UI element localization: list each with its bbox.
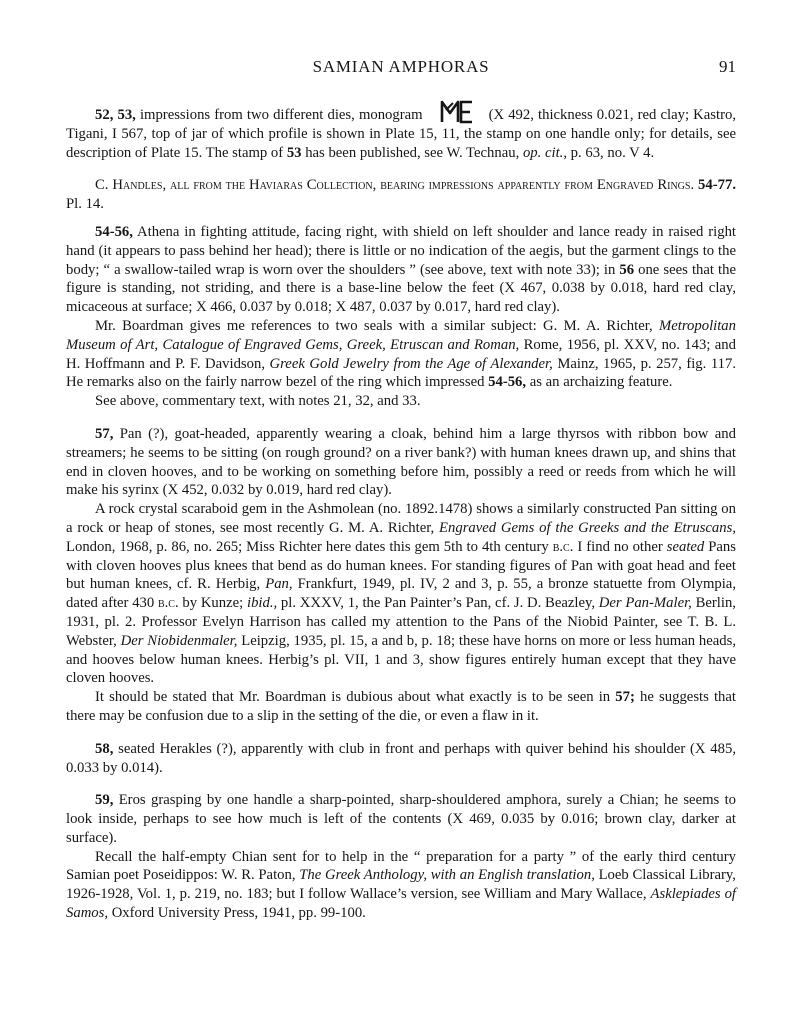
entry-number: 57; [615, 689, 635, 706]
entry-number: 57, [95, 425, 114, 442]
paragraph-52-53: 52, 53, impressions from two different dies, monogram (X 492, thickness 0.021, red clay; Kastro, Tigani, I 567, top of jar of which profile is shown in Plate 15, 11, the stamp on one handle only; for details, see description of Plate 15. The stamp of 53 has been published, see W. Technau, op. cit., p. 63, no. V 4. [66, 100, 736, 162]
entry-number: 54-77. [698, 177, 736, 194]
entry-number: 59, [95, 792, 114, 809]
page-number: 91 [719, 57, 736, 76]
paragraph-59-references: Recall the half-empty Chian sent for to help in the “ preparation for a party ” of the early third century Samian poet Poseidippos: W. R. Paton, The Greek Anthology, with an English translation, Loeb Classical Library, 1926-1928, Vol. 1, p. 219, no. 183; but I follow Wallace’s version, see William and Mary Wallace, Asklepiades of Samos, Oxford University Press, 1941, pp. 99-100. [66, 848, 737, 922]
entry-number: 54-56, [488, 374, 527, 391]
paragraph-54-56: 54-56, Athena in fighting attitude, facing right, with shield on left shoulder and lance ready in raised right hand (it appears to pass behind her head); there is little or no indication of the aegis, but the garment clings to the body; “ a swallow-tailed wrap is worn over the shoulders ” (see above, text with note 33); in 56 one sees that the figure is standing, not striding, and there is a base-line below the feet (X 467, 0.038 by 0.018, hard red clay, micaceous at surface; X 466, 0.037 by 0.018; X 487, 0.037 by 0.017, hard red clay). [66, 223, 736, 316]
paragraph-54-56-see-above: See above, commentary text, with notes 21, 32, and 33. [95, 393, 421, 410]
section-heading-c: C. Handles, all from the Haviaras Collection, bearing impressions apparently from Engraved Rings. 54-77. Pl. 14. [66, 177, 736, 213]
paragraph-57-references: A rock crystal scaraboid gem in the Ashmolean (no. 1892.1478) shows a similarly constructed Pan sitting on a rock or heap of stones, see most recently G. M. A. Richter, Engraved Gems of the Greeks and the Etruscans, London, 1968, p. 86, no. 265; Miss Richter here dates this gem 5th to 4th century b.c. I find no other seated Pans with cloven hooves plus knees that bend as do human knees. For standing figures of Pan with goat head and feet but human knees, cf. R. Herbig, Pan, Frankfurt, 1949, pl. IV, 2 and 3, p. 55, a bronze statuette from Olympia, dated after 430 b.c. by Kunze; ibid., pl. XXXV, 1, the Pan Painter’s Pan, cf. J. D. Beazley, Der Pan-Maler, Berlin, 1931, pl. 2. Professor Evelyn Harrison has called my attention to the Pans of the Niobid Painter, see T. B. L. Webster, Der Niobidenmaler, Leipzig, 1935, pl. 15, a and b, p. 18; these have horns on more or less human heads, and hooves below human knees. Herbig’s pl. VII, 1 and 3, show figures entirely human except that they have cloven hooves. [66, 501, 737, 687]
entry-number: 56 [619, 261, 635, 278]
entry-number: 58, [95, 740, 114, 757]
page-header [66, 57, 736, 81]
paragraph-58: 58, seated Herakles (?), apparently with club in front and perhaps with quiver behind his shoulder (X 485, 0.033 by 0.014). [66, 740, 736, 776]
page-body [66, 100, 736, 923]
entry-number: 52, 53, [95, 107, 136, 123]
entry-number: 53 [286, 144, 302, 161]
running-title: SAMIAN AMPHORAS [312, 57, 490, 76]
paragraph-59: 59, Eros grasping by one handle a sharp-pointed, sharp-shouldered amphora, surely a Chian; he seems to look inside, perhaps to see how much is left of the contents (X 469, 0.035 by 0.016; brown clay, darker at surface). [66, 792, 736, 846]
paragraph-54-56-references: Mr. Boardman gives me references to two seals with a similar subject: G. M. A. Richter, Metropolitan Museum of Art, Catalogue of Engraved Gems, Greek, Etruscan and Roman, Rome, 1956, pl. XXV, no. 143; and H. Hoffmann and P. F. Davidson, Greek Gold Jewelry from the Age of Alexander, Mainz, 1965, p. 257, fig. 117. He remarks also on the fairly narrow bezel of the ring which impressed 54-56, as an archaizing feature. [66, 317, 736, 391]
monogram-stamp-icon [439, 100, 475, 124]
paragraph-57-note: It should be stated that Mr. Boardman is dubious about what exactly is to be seen in 57; he suggests that there may be confusion due to a slip in the setting of the die, or even a flaw in it. [66, 689, 736, 724]
entry-number: 54-56, [95, 223, 133, 240]
paragraph-57: 57, Pan (?), goat-headed, apparently wearing a cloak, behind him a large thyrsos with ribbon bow and streamers; he seems to be sitting (on rough ground? on a river bank?) with human knees drawn up, and shins that end in cloven hooves, and to be working on something before him, possibly a reed or reeds from which he will make his syrinx (X 452, 0.032 by 0.019, hard red clay). [66, 425, 736, 499]
